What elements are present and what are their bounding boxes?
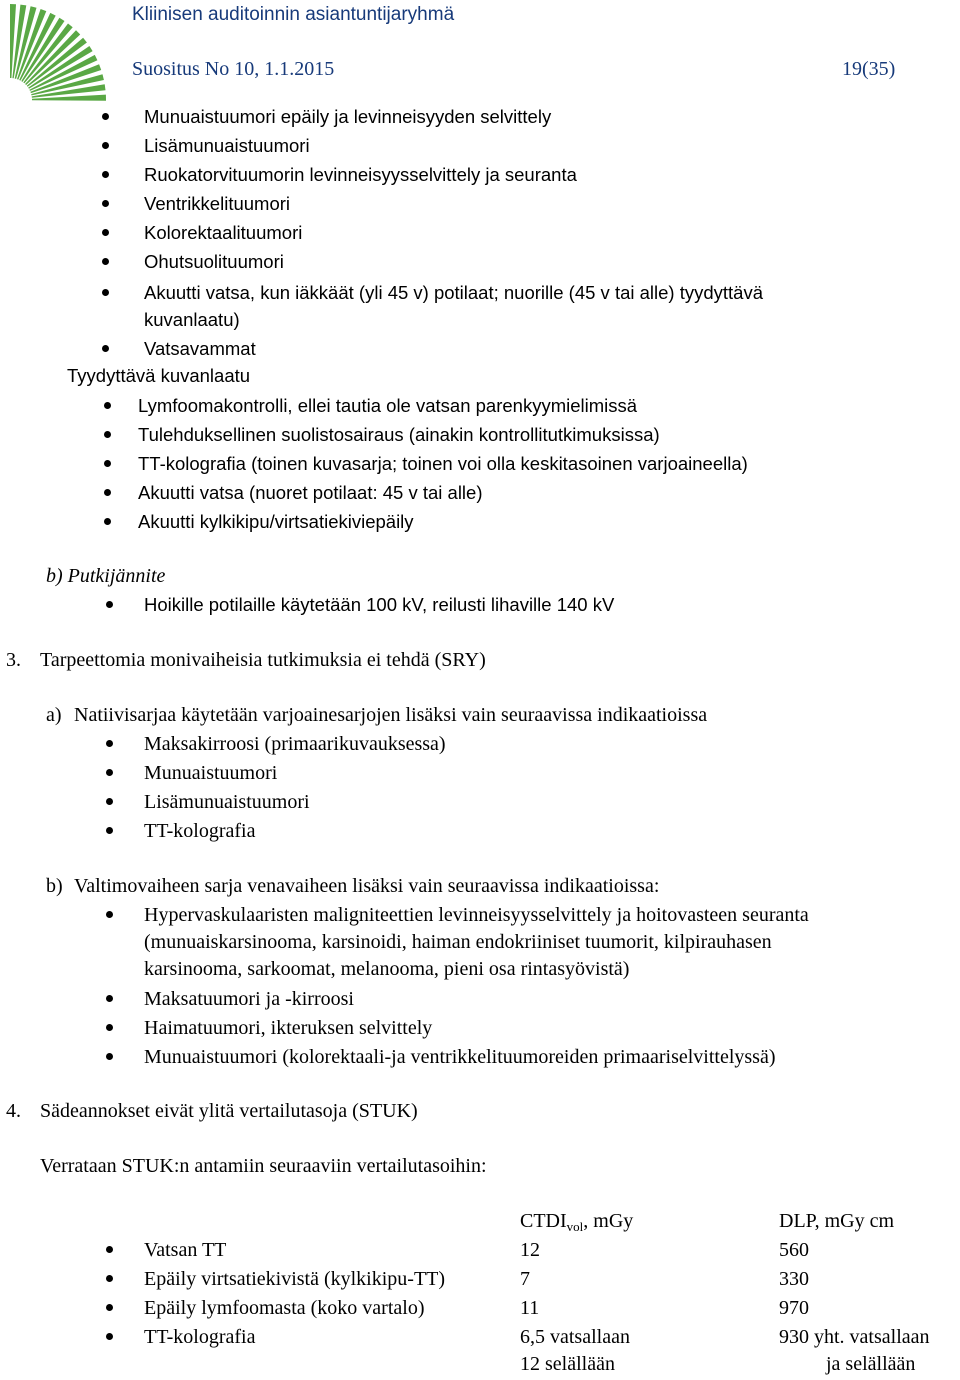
table-row-label: Vatsan TT xyxy=(144,1239,227,1261)
section-number: 4. xyxy=(6,1100,21,1122)
page-number: 19(35) xyxy=(842,58,896,80)
list-item-continuation: kuvanlaatu) xyxy=(144,309,240,330)
list-item-continuation: (munuaiskarsinooma, karsinoidi, haiman endokriiniset tuumorit, kilpirauhasen xyxy=(144,931,772,953)
recommendation-id: Suositus No 10, 1.1.2015 xyxy=(132,58,335,80)
table-cell-dlp: 930 yht. vatsallaan xyxy=(779,1326,930,1348)
list-item: Maksakirroosi (primaarikuvauksessa) xyxy=(144,733,446,755)
bullet-icon xyxy=(104,460,111,467)
bullet-icon xyxy=(106,769,113,776)
subsection-label: b) xyxy=(46,875,63,897)
table-header-ctdi: $CTDI_{vol}$, mGy xyxy=(520,1210,634,1234)
bullet-icon xyxy=(102,113,109,120)
bullet-icon xyxy=(106,1053,113,1060)
table-cell-ctdi: 11 xyxy=(520,1297,540,1319)
list-item: Lymfoomakontrolli, ellei tautia ole vatsan parenkyymielimissä xyxy=(138,395,638,416)
bullet-icon xyxy=(106,1333,113,1340)
list-item: Lisämunuaistuumori xyxy=(144,791,310,813)
bullet-icon xyxy=(104,489,111,496)
bullet-icon xyxy=(102,229,109,236)
organization-name: Kliinisen auditoinnin asiantuntijaryhmä xyxy=(132,4,455,25)
bullet-icon xyxy=(106,1304,113,1311)
list-item: Akuutti vatsa, kun iäkkäät (yli 45 v) potilaat; nuorille (45 v tai alle) tyydyttävä xyxy=(144,282,764,303)
subsection-text: Natiivisarjaa käytetään varjoainesarjojen lisäksi vain seuraavissa indikaatioissa xyxy=(74,704,708,726)
list-item: Ohutsuolituumori xyxy=(144,251,284,272)
bullet-icon xyxy=(102,142,109,149)
table-header-dlp: DLP, mGy cm xyxy=(779,1210,894,1232)
list-item: Akuutti kylkikipu/virtsatiekiviepäily xyxy=(138,511,414,532)
subsection-text: Valtimovaiheen sarja venavaiheen lisäksi vain seuraavissa indikaatioissa: xyxy=(74,875,660,897)
list-item: Ruokatorvituumorin levinneisyysselvittely ja seuranta xyxy=(144,164,577,185)
bullet-icon xyxy=(104,431,111,438)
bullet-icon xyxy=(102,345,109,352)
list-item-continuation: karsinooma, sarkoomat, melanooma, pieni osa rintasyövistä) xyxy=(144,958,630,980)
list-item: Munuaistuumori xyxy=(144,762,278,784)
table-cell-ctdi: 12 xyxy=(520,1239,540,1261)
bullet-icon xyxy=(106,1275,113,1282)
section-title: Sädeannokset eivät ylitä vertailutasoja (STUK) xyxy=(40,1100,418,1122)
list-item: Munuaistuumori epäily ja levinneisyyden selvittely xyxy=(144,106,552,127)
table-cell-dlp: 330 xyxy=(779,1268,809,1290)
tube-voltage-heading: b) Putkijännite xyxy=(46,565,166,587)
section-intro: Verrataan STUK:n antamiin seuraaviin vertailutasoihin: xyxy=(40,1155,487,1177)
table-cell-dlp: 970 xyxy=(779,1297,809,1319)
bullet-icon xyxy=(102,200,109,207)
list-item: Hypervaskulaaristen maligniteettien levinneisyysselvittely ja hoitovasteen seuranta xyxy=(144,904,809,926)
section-title: Tarpeettomia monivaiheisia tutkimuksia ei tehdä (SRY) xyxy=(40,649,486,671)
bullet-icon xyxy=(106,601,113,608)
table-cell-dlp-continuation: ja selällään xyxy=(826,1353,916,1375)
bullet-icon xyxy=(106,827,113,834)
bullet-icon xyxy=(106,995,113,1002)
list-item: Maksatuumori ja -kirroosi xyxy=(144,988,354,1010)
table-row-label: Epäily virtsatiekivistä (kylkikipu-TT) xyxy=(144,1268,446,1290)
list-item: TT-kolografia xyxy=(144,820,256,842)
table-cell-ctdi-continuation: 12 selällään xyxy=(520,1353,615,1375)
list-item: Hoikille potilaille käytetään 100 kV, reilusti lihaville 140 kV xyxy=(144,594,615,615)
bullet-icon xyxy=(104,402,111,409)
table-cell-ctdi: 6,5 vatsallaan xyxy=(520,1326,630,1348)
table-cell-dlp: 560 xyxy=(779,1239,809,1261)
list-item: Lisämunuaistuumori xyxy=(144,135,310,156)
list-item: Vatsavammat xyxy=(144,338,256,359)
organization-logo xyxy=(0,0,110,110)
bullet-icon xyxy=(106,911,113,918)
list-item: TT-kolografia (toinen kuvasarja; toinen voi olla keskitasoinen varjoaineella) xyxy=(138,453,748,474)
bullet-icon xyxy=(104,518,111,525)
list-item: Tulehduksellinen suolistosairaus (ainakin kontrollitutkimuksissa) xyxy=(138,424,660,445)
bullet-icon xyxy=(106,1024,113,1031)
bullet-icon xyxy=(106,798,113,805)
bullet-icon xyxy=(106,1246,113,1253)
list-item: Akuutti vatsa (nuoret potilaat: 45 v tai alle) xyxy=(138,482,483,503)
list-item: Kolorektaalituumori xyxy=(144,222,303,243)
bullet-icon xyxy=(102,289,109,296)
table-row-label: TT-kolografia xyxy=(144,1326,256,1348)
bullet-icon xyxy=(102,171,109,178)
table-row-label: Epäily lymfoomasta (koko vartalo) xyxy=(144,1297,425,1319)
list-item: Ventrikkelituumori xyxy=(144,193,291,214)
subsection-label: a) xyxy=(46,704,62,726)
subheading-satisfactory: Tyydyttävä kuvanlaatu xyxy=(67,365,251,386)
bullet-icon xyxy=(106,740,113,747)
section-number: 3. xyxy=(6,649,21,671)
bullet-icon xyxy=(102,258,109,265)
list-item: Haimatuumori, ikteruksen selvittely xyxy=(144,1017,433,1039)
list-item: Munuaistuumori (kolorektaali-ja ventrikkelituumoreiden primaariselvittelyssä) xyxy=(144,1046,776,1068)
table-cell-ctdi: 7 xyxy=(520,1268,530,1290)
